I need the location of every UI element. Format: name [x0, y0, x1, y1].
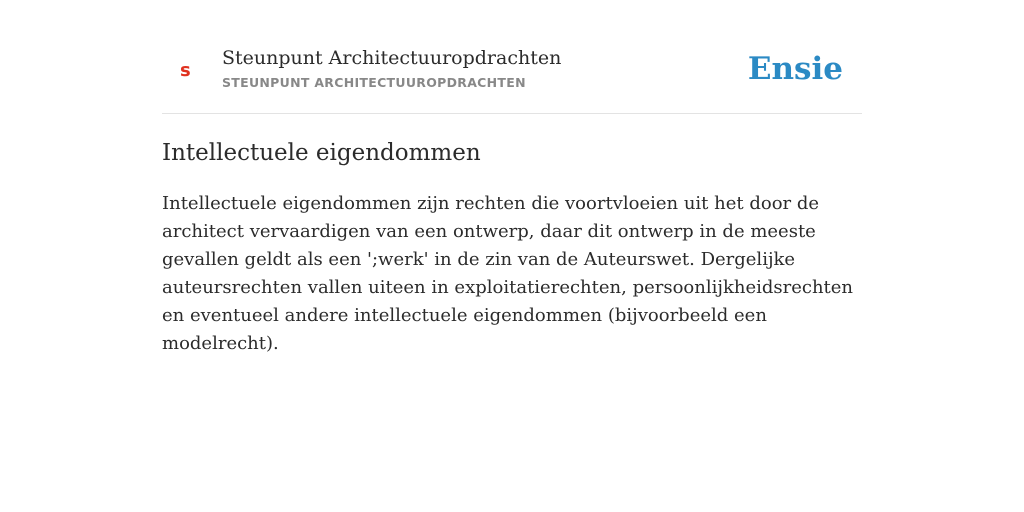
publisher-name[interactable]: Steunpunt Architectuuropdrachten: [222, 47, 562, 69]
article-title: Intellectuele eigendommen: [162, 140, 481, 166]
header: [162, 0, 862, 114]
article-body: Intellectuele eigendommen zijn rechten die voortvloeien uit het door de architect vervaardigen van een ontwerp, daar dit ontwerp in de meeste gevallen geldt als een ';werk' in de zin van de Auteurswet. Dergelijke auteursrechten vallen uiteen in exploitatierechten, persoonlijkheidsrechten en eventueel andere intellectuele eigendommen (bijvoorbeeld een modelrecht).: [162, 193, 854, 354]
publisher-subtitle: STEUNPUNT ARCHITECTUUROPDRACHTEN: [222, 75, 526, 90]
publisher-logo[interactable]: s: [180, 60, 191, 81]
ensie-logo[interactable]: Ensie: [747, 51, 843, 87]
page-container: [162, 0, 862, 354]
